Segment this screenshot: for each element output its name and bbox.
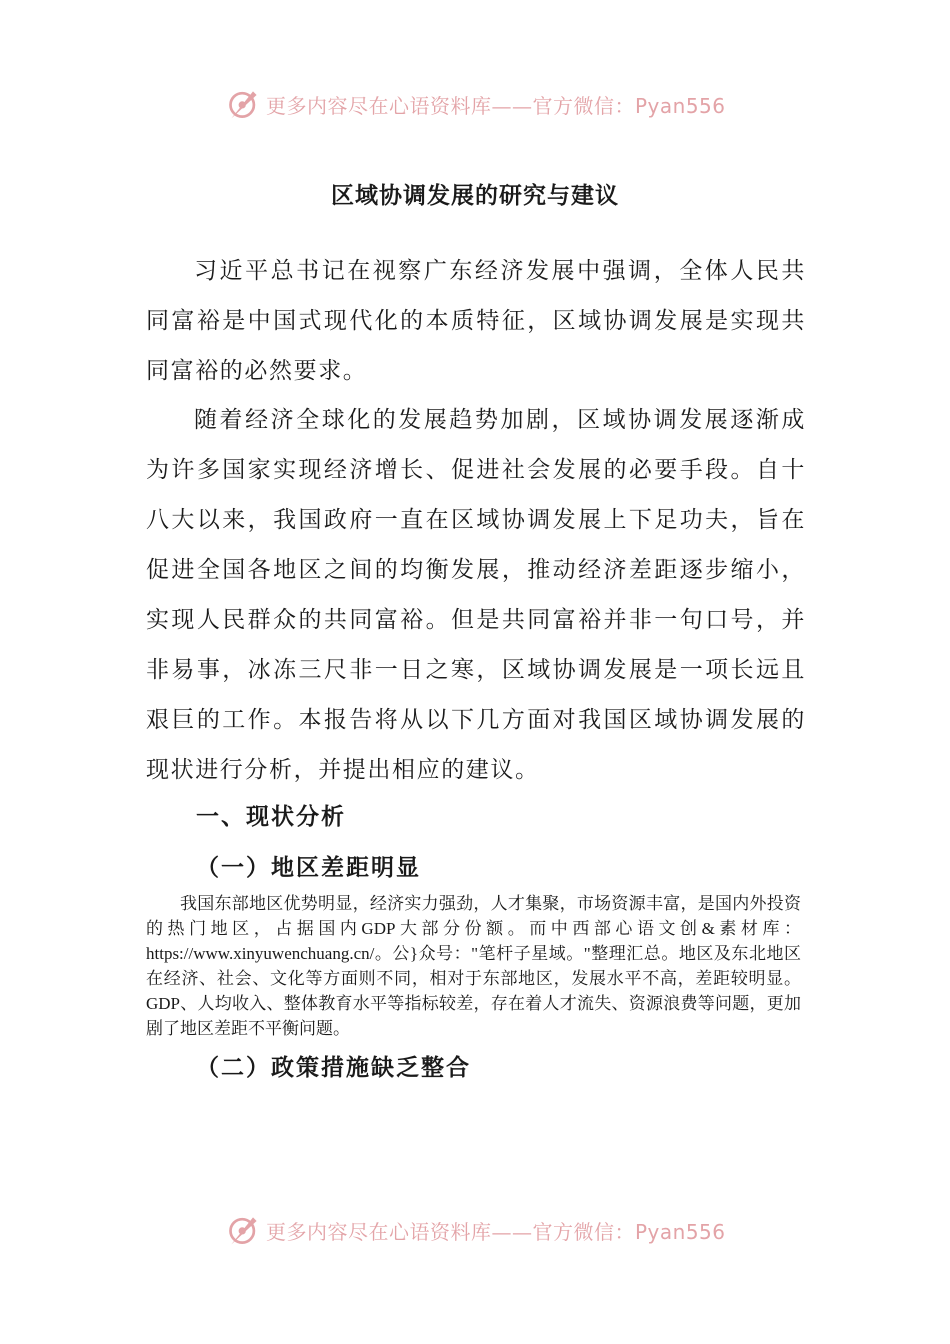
watermark-text: 更多内容尽在心语资料库——官方微信：Pyan556 [266, 1219, 726, 1244]
footer-watermark-banner [226, 1210, 726, 1250]
quill-logo-icon [226, 1212, 262, 1248]
subsection-paragraph-regional-gap: 我国东部地区优势明显，经济实力强劲，人才集聚，市场资源丰富，是国内外投资的热门地区，占据国内GDP大部分份额。而中西部心语文创&素材库：https://www.xinyuwenchuang.cn/。公}众号："笔杆子星域。"整理汇总。地区及东北地区在经济、社会、文化等方面则不同，相对于东部地区，发展水平不高，差距较明显。GDP、人均收入、整体教育水平等指标较差，存在着人才流失、资源浪费等问题，更加剧了地区差距不平衡问题。 [146, 894, 801, 1038]
body-paragraph-2: 随着经济全球化的发展趋势加剧，区域协调发展逐渐成为许多国家实现经济增长、促进社会发展的必要手段。自十八大以来，我国政府一直在区域协调发展上下足功夫，旨在促进全国各地区之间的均衡发展，推动经济差距逐步缩小，实现人民群众的共同富裕。但是共同富裕并非一句口号，并非易事，冰冻三尺非一日之寒，区域协调发展是一项长远且艰巨的工作。本报告将从以下几方面对我国区域协调发展的现状进行分析，并提出相应的建议。 [146, 407, 806, 783]
header-watermark-banner [226, 84, 726, 124]
quill-logo-icon [226, 86, 262, 122]
document-title: 区域协调发展的研究与建议 [331, 182, 619, 209]
section-heading-status: 一、现状分析 [196, 803, 346, 830]
subsection-heading-policy-integration: （二）政策措施缺乏整合 [196, 1054, 471, 1081]
body-paragraph-1: 习近平总书记在视察广东经济发展中强调，全体人民共同富裕是中国式现代化的本质特征，区域协调发展是实现共同富裕的必然要求。 [146, 258, 806, 384]
subsection-heading-regional-gap: （一）地区差距明显 [196, 854, 421, 881]
watermark-text: 更多内容尽在心语资料库——官方微信：Pyan556 [266, 93, 726, 118]
